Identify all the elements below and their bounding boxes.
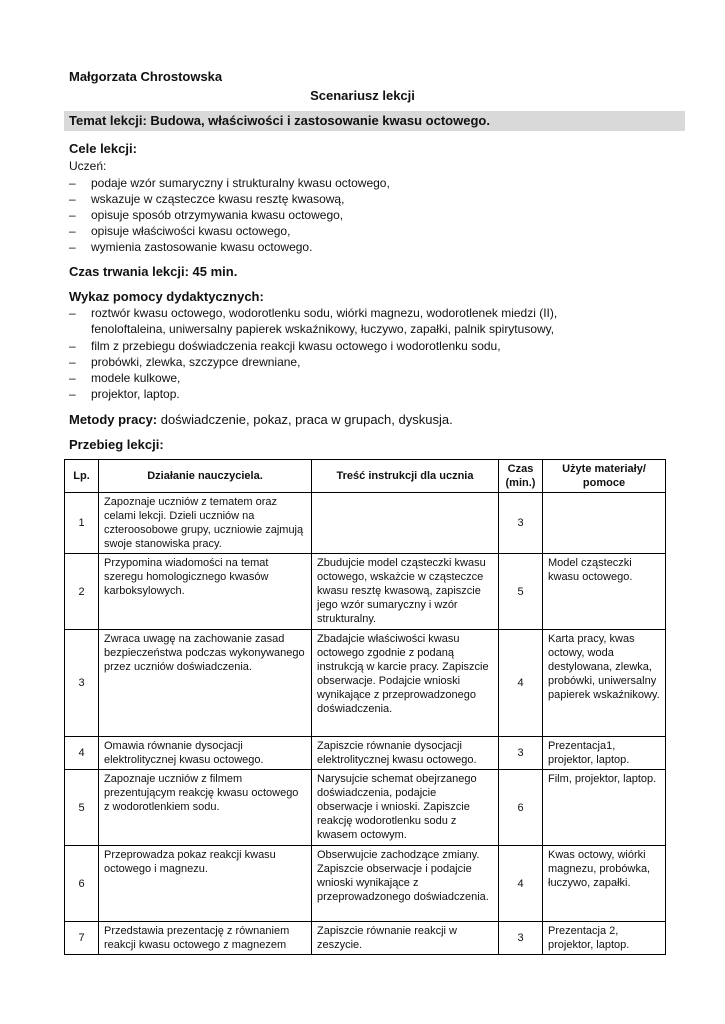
cell-materials: Prezentacja1, projektor, laptop. [543,737,666,770]
cell-teacher: Zapoznaje uczniów z tematem oraz celami lekcji. Dzieli uczniów na czteroosobowe grupy, uczniowie zajmują swoje stanowiska pracy. [99,493,312,554]
aid-item: – roztwór kwasu octowego, wodorotlenku sodu, wiórki magnezu, wodorotlenek miedzi (II), [69,306,558,320]
cell-instruction: Zbudujcie model cząsteczki kwasu octowego, wskażcie w cząsteczce kwasu resztę kwasową, zapiszcie jego wzór sumaryczny i wzór strukturalny. [312,554,499,630]
goals-heading: Cele lekcji: [69,141,137,156]
document-title: Scenariusz lekcji [310,88,415,103]
table-row [65,554,666,630]
lesson-plan-table [64,459,666,955]
cell-time: 4 [499,630,543,737]
table-row [65,493,666,554]
aid-item-continuation: fenoloftaleina, uniwersalny papierek wskaźnikowy, łuczywo, zapałki, palnik spirytusowy, [91,322,555,336]
cell-instruction: Zapiszcie równanie dysocjacji elektrolitycznej kwasu octowego. [312,737,499,770]
header-time: Czas (min.) [499,460,543,493]
table-row [65,846,666,922]
aid-item: – probówki, zlewka, szczypce drewniane, [69,355,301,369]
table-header-row [65,460,666,493]
cell-instruction: Zbadajcie właściwości kwasu octowego zgodnie z podaną instrukcją w karcie pracy. Zapiszcie obserwacje. Podajcie wnioski wynikające z przeprowadzonego doświadczenia. [312,630,499,737]
table-row [65,922,666,955]
cell-time: 3 [499,922,543,955]
cell-teacher: Przedstawia prezentację z równaniem reakcji kwasu octowego z magnezem [99,922,312,955]
cell-materials: Karta pracy, kwas octowy, woda destylowana, zlewka, probówki, uniwersalny papierek wskaźnikowy. [543,630,666,737]
aid-item: – modele kulkowe, [69,371,181,385]
cell-teacher: Omawia równanie dysocjacji elektrolitycznej kwasu octowego. [99,737,312,770]
goal-item: – wskazuje w cząsteczce kwasu resztę kwasową, [69,192,345,206]
cell-lp: 1 [65,493,99,554]
goal-item: – opisuje sposób otrzymywania kwasu octowego, [69,208,344,222]
cell-lp: 3 [65,630,99,737]
work-methods: Metody pracy: doświadczenie, pokaz, praca w grupach, dyskusja. [69,412,453,427]
cell-instruction: Obserwujcie zachodzące zmiany. Zapiszcie obserwacje i podajcie wnioski wynikające z przeprowadzonego doświadczenia. [312,846,499,922]
aids-heading: Wykaz pomocy dydaktycznych: [69,289,264,304]
author-name: Małgorzata Chrostowska [69,69,223,84]
cell-materials: Kwas octowy, wiórki magnezu, probówka, łuczywo, zapałki. [543,846,666,922]
cell-instruction [312,493,499,554]
cell-time: 5 [499,554,543,630]
cell-materials: Film, projektor, laptop. [543,770,666,846]
cell-instruction: Narysujcie schemat obejrzanego doświadczenia, podajcie obserwacje i wnioski. Zapiszcie reakcję wodorotlenku sodu z kwasem octowym. [312,770,499,846]
cell-materials: Model cząsteczki kwasu octowego. [543,554,666,630]
table-row [65,737,666,770]
cell-time: 3 [499,737,543,770]
cell-time: 3 [499,493,543,554]
table-row [65,770,666,846]
cell-lp: 5 [65,770,99,846]
cell-materials [543,493,666,554]
goal-item: – opisuje właściwości kwasu octowego, [69,224,291,238]
aid-item: – projektor, laptop. [69,387,180,401]
cell-lp: 6 [65,846,99,922]
cell-instruction: Zapiszcie równanie reakcji w zeszycie. [312,922,499,955]
cell-teacher: Przeprowadza pokaz reakcji kwasu octowego i magnezu. [99,846,312,922]
aid-item: – film z przebiegu doświadczenia reakcji kwasu octowego i wodorotlenku sodu, [69,339,501,353]
goal-item: – wymienia zastosowanie kwasu octowego. [69,240,313,254]
header-materials: Użyte materiały/ pomoce [543,460,666,493]
duration: Czas trwania lekcji: 45 min. [69,264,238,279]
course-heading: Przebieg lekcji: [69,437,164,452]
cell-teacher: Przypomina wiadomości na temat szeregu homologicznego kwasów karboksylowych. [99,554,312,630]
cell-lp: 4 [65,737,99,770]
lesson-topic: Temat lekcji: Budowa, właściwości i zastosowanie kwasu octowego. [69,113,490,128]
cell-teacher: Zwraca uwagę na zachowanie zasad bezpieczeństwa podczas wykonywanego przez uczniów doświadczenia. [99,630,312,737]
cell-time: 4 [499,846,543,922]
cell-lp: 2 [65,554,99,630]
cell-time: 6 [499,770,543,846]
cell-teacher: Zapoznaje uczniów z filmem prezentującym reakcję kwasu octowego z wodorotlenkiem sodu. [99,770,312,846]
header-teacher: Działanie nauczyciela. [99,460,312,493]
goals-intro: Uczeń: [69,159,107,173]
header-instruction: Treść instrukcji dla ucznia [312,460,499,493]
header-lp: Lp. [65,460,99,493]
goal-item: – podaje wzór sumaryczny i strukturalny kwasu octowego, [69,176,390,190]
table-row [65,630,666,737]
cell-lp: 7 [65,922,99,955]
cell-materials: Prezentacja 2, projektor, laptop. [543,922,666,955]
